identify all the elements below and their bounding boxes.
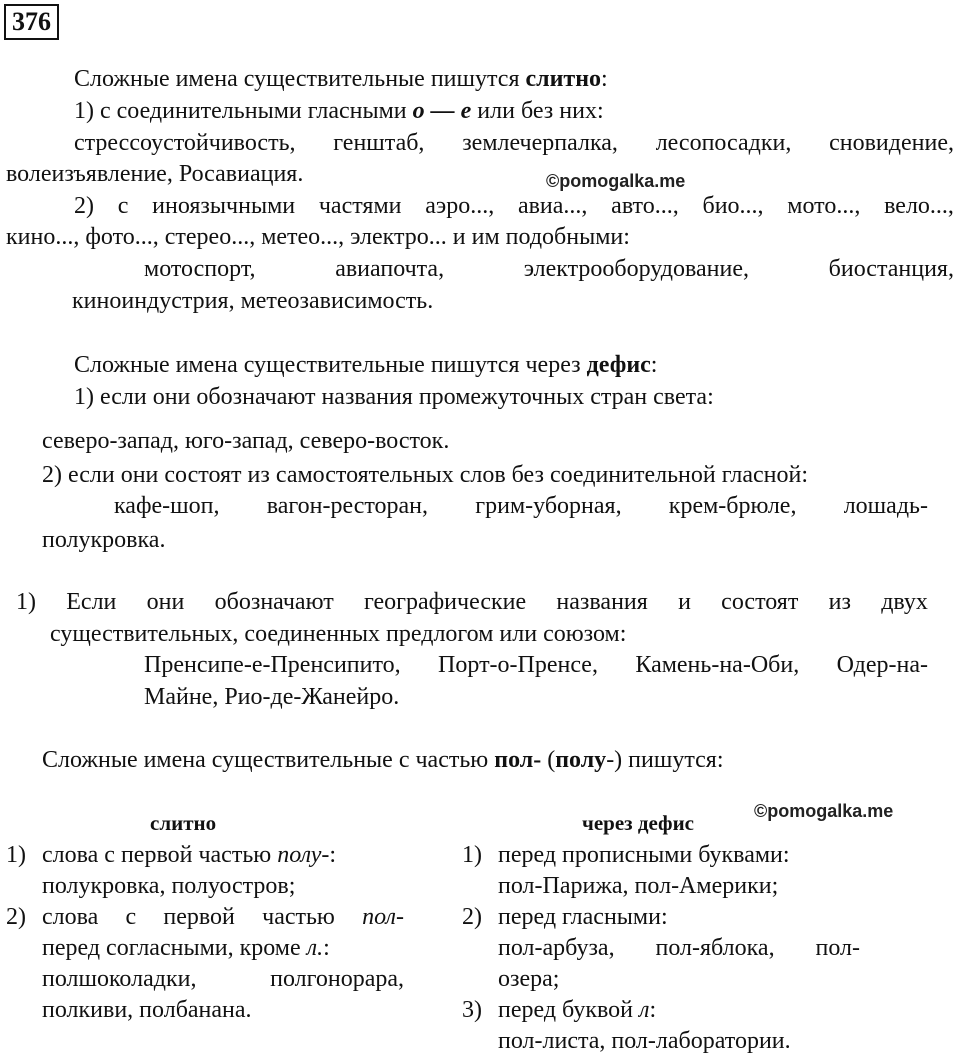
section1-intro-text: Сложные имена существительные пишутся bbox=[74, 66, 526, 92]
word: лесопосадки, bbox=[655, 130, 792, 156]
section3-examples-line2: Майне, Рио-де-Жанейро. bbox=[144, 684, 400, 710]
word: полгонорара, bbox=[270, 966, 404, 992]
section3-line1 bbox=[16, 587, 928, 618]
section2-intro bbox=[74, 350, 657, 381]
word: землечерпалка, bbox=[462, 130, 618, 156]
left-item1-colon: : bbox=[329, 842, 337, 868]
word: пол-арбуза, bbox=[498, 935, 615, 961]
section2-item1: 1) если они обозначают названия промежуточных стран света: bbox=[74, 384, 714, 410]
word: Пренсипе-е-Пренсипито, bbox=[144, 652, 401, 678]
right-item3-italic: л bbox=[639, 997, 650, 1023]
section1-intro bbox=[74, 64, 608, 95]
word: 1) bbox=[16, 589, 36, 615]
word: вело..., bbox=[884, 193, 954, 219]
section1-item2-examples-line2: киноиндустрия, метеозависимость. bbox=[72, 288, 434, 314]
word: с bbox=[117, 193, 129, 219]
word: авиа..., bbox=[517, 193, 588, 219]
word: сновидение, bbox=[829, 130, 954, 156]
right-item1-number: 1) bbox=[462, 842, 482, 868]
word: кафе-шоп, bbox=[114, 493, 220, 519]
word: с bbox=[125, 904, 137, 930]
right-item2: перед гласными: bbox=[498, 904, 668, 930]
word: крем-брюле, bbox=[668, 493, 797, 519]
right-item2-examples-line2: озера; bbox=[498, 966, 560, 992]
word: аэро..., bbox=[425, 193, 495, 219]
section2-intro-text: Сложные имена существительные пишутся через bbox=[74, 352, 587, 378]
section4-intro-post: -) пишутся: bbox=[606, 747, 724, 773]
section4-intro-mid: ( bbox=[541, 747, 556, 773]
left-item2-line2 bbox=[42, 933, 330, 964]
right-item3 bbox=[498, 995, 656, 1026]
left-item1-number: 1) bbox=[6, 842, 26, 868]
right-item3-examples: пол-листа, пол-лаборатории. bbox=[498, 1028, 791, 1054]
left-item1-italic: полу- bbox=[277, 842, 330, 868]
section2-intro-colon: : bbox=[650, 352, 658, 378]
word: мотоспорт, bbox=[144, 256, 256, 282]
word: пол-яблока, bbox=[655, 935, 775, 961]
right-item2-number: 2) bbox=[462, 904, 482, 930]
word: Одер-на- bbox=[836, 652, 928, 678]
left-item1-text: слова с первой частью bbox=[42, 842, 278, 868]
word: они bbox=[146, 589, 185, 615]
left-item2-examples-line1 bbox=[42, 964, 404, 995]
word: авто..., bbox=[611, 193, 679, 219]
left-item2-line2-italic: л. bbox=[306, 935, 324, 961]
word: биостанция, bbox=[828, 256, 954, 282]
word: авиапочта, bbox=[335, 256, 445, 282]
word: электрооборудование, bbox=[523, 256, 749, 282]
section1-item1-post: или без них: bbox=[471, 98, 604, 124]
word: 2) bbox=[74, 193, 94, 219]
section1-item1-vowels: о — е bbox=[412, 98, 472, 124]
section2-item1-examples: северо-запад, юго-запад, северо-восток. bbox=[42, 428, 450, 454]
word: первой bbox=[163, 904, 235, 930]
section3-line2: существительных, соединенных предлогом или союзом: bbox=[50, 621, 627, 647]
section4-intro-text: Сложные имена существительные с частью bbox=[42, 747, 495, 773]
right-item2-examples-line1 bbox=[498, 933, 860, 964]
word: состоят bbox=[721, 589, 799, 615]
right-item3-text: перед буквой bbox=[498, 997, 640, 1023]
word: обозначают bbox=[214, 589, 334, 615]
word: Порт-о-Пренсе, bbox=[438, 652, 598, 678]
watermark: ©pomogalka.me bbox=[754, 801, 894, 821]
word: двух bbox=[881, 589, 928, 615]
left-item1 bbox=[42, 840, 336, 871]
column-header-left: слитно bbox=[150, 811, 217, 835]
word: названия bbox=[556, 589, 648, 615]
word: Камень-на-Оби, bbox=[635, 652, 800, 678]
section1-item2-line2: кино..., фото..., стерео..., метео..., электро... и им подобными: bbox=[6, 224, 630, 250]
section1-item1-examples-line1 bbox=[74, 128, 954, 159]
word: грим-уборная, bbox=[475, 493, 622, 519]
word: био..., bbox=[702, 193, 764, 219]
right-item3-colon: : bbox=[649, 997, 657, 1023]
section2-item2-examples-line2: полукровка. bbox=[42, 527, 166, 553]
section2-intro-bold: дефис bbox=[586, 352, 651, 378]
section4-intro bbox=[42, 745, 723, 776]
right-item1: перед прописными буквами: bbox=[498, 842, 790, 868]
left-item2-line1 bbox=[42, 902, 404, 933]
word: вагон-ресторан, bbox=[266, 493, 429, 519]
word: генштаб, bbox=[333, 130, 425, 156]
word: частью bbox=[262, 904, 335, 930]
right-item3-number: 3) bbox=[462, 997, 482, 1023]
word: и bbox=[678, 589, 691, 615]
watermark: ©pomogalka.me bbox=[546, 171, 686, 191]
section3-examples-line1 bbox=[144, 650, 928, 681]
word: мото..., bbox=[787, 193, 861, 219]
word: стрессоустойчивость, bbox=[74, 130, 296, 156]
section1-item2-examples-line1 bbox=[144, 254, 954, 285]
left-item2-examples-line2: полкиви, полбанана. bbox=[42, 997, 252, 1023]
word: географические bbox=[363, 589, 527, 615]
section4-intro-bold1: пол- bbox=[494, 747, 542, 773]
left-item2-number: 2) bbox=[6, 904, 26, 930]
word: Если bbox=[66, 589, 117, 615]
section1-item1-text: 1) с соединительными гласными bbox=[74, 98, 413, 124]
left-item1-examples: полукровка, полуостров; bbox=[42, 873, 296, 899]
word: частями bbox=[318, 193, 402, 219]
right-item1-examples: пол-Парижа, пол-Америки; bbox=[498, 873, 779, 899]
section1-item1-examples-line2: волеизъявление, Росавиация. bbox=[6, 161, 304, 187]
left-item2-line2-colon: : bbox=[323, 935, 330, 961]
word: полшоколадки, bbox=[42, 966, 197, 992]
column-header-right: через дефис bbox=[582, 811, 695, 835]
exercise-number: 376 bbox=[4, 4, 59, 40]
word: из bbox=[828, 589, 851, 615]
section1-item2-line1 bbox=[74, 191, 954, 222]
word: лошадь- bbox=[843, 493, 928, 519]
section2-item2: 2) если они состоят из самостоятельных слов без соединительной гласной: bbox=[42, 462, 809, 488]
section1-intro-colon: : bbox=[601, 66, 608, 92]
word: пол- bbox=[815, 935, 860, 961]
section4-intro-bold2: полу bbox=[555, 747, 607, 773]
word: слова bbox=[42, 904, 99, 930]
left-item2-line2-text: перед согласными, кроме bbox=[42, 935, 307, 961]
section1-intro-bold: слитно bbox=[525, 66, 602, 92]
section1-item1 bbox=[74, 96, 604, 127]
section2-item2-examples-line1 bbox=[114, 491, 928, 522]
word: иноязычными bbox=[152, 193, 296, 219]
word-italic: пол- bbox=[362, 904, 404, 930]
